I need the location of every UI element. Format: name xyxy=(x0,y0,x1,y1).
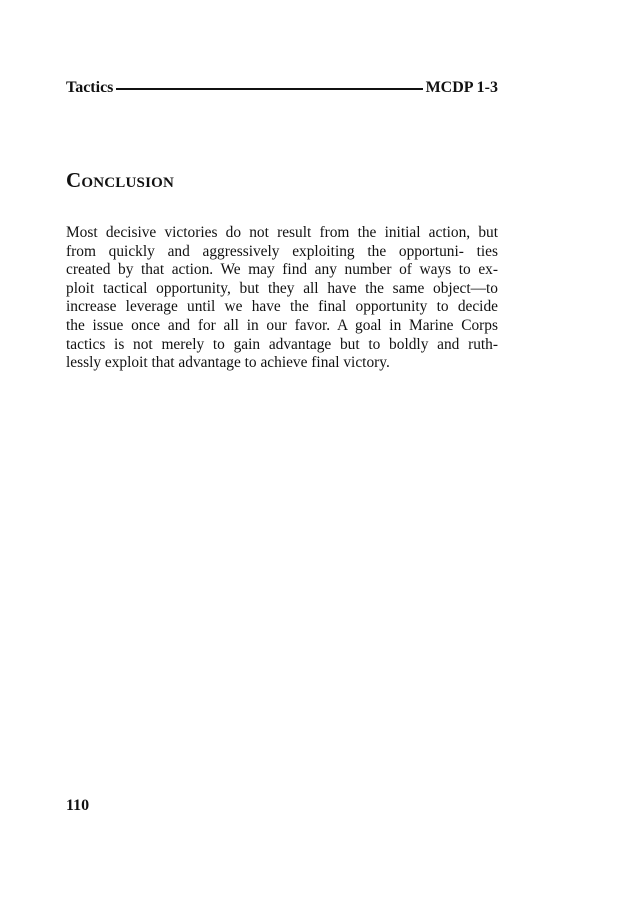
paragraph-line: tactics is not merely to gain advantage but to boldly and ruth- xyxy=(66,335,498,353)
paragraph-line: ploit tactical opportunity, but they all have the same object—to xyxy=(66,279,498,297)
header-publication-id: MCDP 1-3 xyxy=(425,79,498,96)
page-number: 110 xyxy=(66,797,90,814)
paragraph-line: increase leverage until we have the final opportunity to decide xyxy=(66,298,498,316)
header-section-name: Tactics xyxy=(66,79,114,96)
header-rule xyxy=(116,88,422,90)
running-header xyxy=(66,77,498,99)
paragraph-line: lessly exploit that advantage to achieve final victory. xyxy=(66,354,390,372)
paragraph-line: from quickly and aggressively exploiting the opportuni- ties xyxy=(66,242,498,260)
body-paragraph xyxy=(66,224,498,373)
section-heading: Conclusion xyxy=(66,168,175,192)
paragraph-line: created by that action. We may find any number of ways to ex- xyxy=(66,261,498,279)
paragraph-line: the issue once and for all in our favor. A goal in Marine Corps xyxy=(66,316,498,334)
paragraph-line: Most decisive victories do not result from the initial action, but xyxy=(66,224,498,241)
